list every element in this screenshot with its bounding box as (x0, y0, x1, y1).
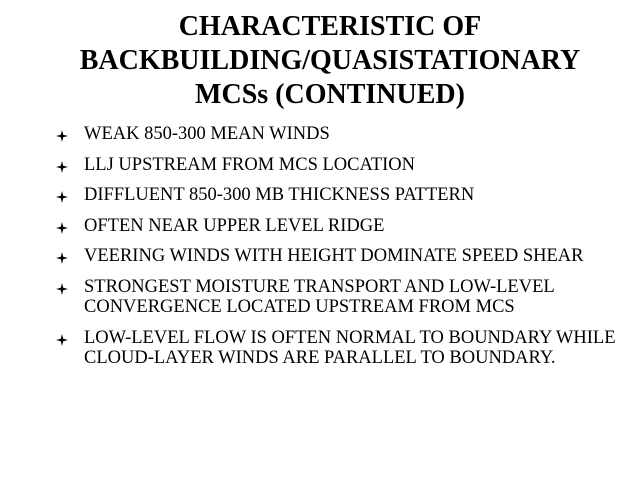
slide-title (20, 10, 640, 112)
bullet-item-diffluent-thickness (56, 185, 616, 206)
four-point-star-icon (56, 283, 68, 295)
bullet-item-moisture-transport (56, 277, 616, 318)
bullet-item-weak-mean-winds (56, 124, 616, 145)
four-point-star-icon (56, 222, 68, 234)
bullet-text: LOW-LEVEL FLOW IS OFTEN NORMAL TO BOUNDARY WHILE CLOUD-LAYER WINDS ARE PARALLEL TO BOUNDARY. (84, 327, 616, 368)
bullet-item-llj-upstream (56, 155, 616, 176)
bullet-item-upper-level-ridge (56, 216, 616, 237)
bullet-text: STRONGEST MOISTURE TRANSPORT AND LOW-LEVEL CONVERGENCE LOCATED UPSTREAM FROM MCS (84, 276, 554, 317)
four-point-star-icon (56, 161, 68, 173)
title-line-3: MCSs (CONTINUED) (195, 79, 465, 110)
four-point-star-icon (56, 334, 68, 346)
bullet-text: WEAK 850-300 MEAN WINDS (84, 124, 330, 144)
bullet-list (56, 124, 616, 379)
four-point-star-icon (56, 191, 68, 203)
title-line-1: CHARACTERISTIC OF (178, 11, 482, 42)
bullet-text: DIFFLUENT 850-300 MB THICKNESS PATTERN (84, 185, 475, 205)
bullet-item-low-level-flow (56, 328, 616, 369)
four-point-star-icon (56, 252, 68, 264)
title-line-2: BACKBUILDING/QUASISTATIONARY (79, 45, 581, 76)
four-point-star-icon (56, 130, 68, 142)
bullet-item-veering-winds (56, 246, 616, 267)
bullet-text: OFTEN NEAR UPPER LEVEL RIDGE (84, 215, 385, 236)
bullet-text: VEERING WINDS WITH HEIGHT DOMINATE SPEED SHEAR (84, 246, 584, 266)
bullet-text: LLJ UPSTREAM FROM MCS LOCATION (84, 154, 415, 175)
